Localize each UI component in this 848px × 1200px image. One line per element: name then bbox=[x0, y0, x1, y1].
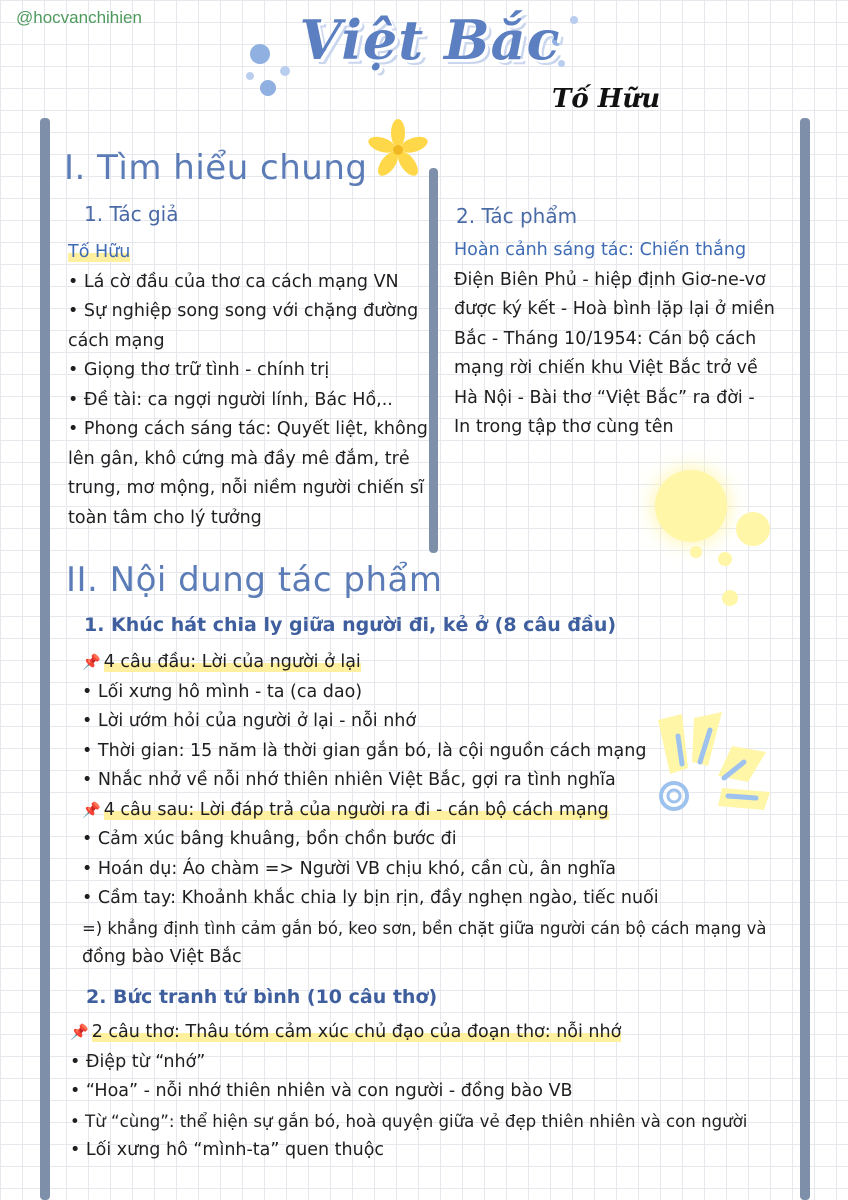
tac-gia-line: • Sự nghiệp song song với chặng đường bbox=[68, 301, 419, 321]
tac-pham-block bbox=[454, 236, 794, 443]
tac-gia-line: • Giọng thơ trữ tình - chính trị bbox=[68, 360, 330, 380]
tac-gia-line: • Phong cách sáng tác: Quyết liệt, không bbox=[68, 419, 428, 439]
section-1-heading: I. Tìm hiểu chung bbox=[64, 148, 368, 188]
part-1-subhead: 📌 4 câu đầu: Lời của người ở lại bbox=[82, 652, 361, 672]
part-2-line: • Lối xưng hô “mình-ta” quen thuộc bbox=[70, 1140, 385, 1160]
part-1-line: đồng bào Việt Bắc bbox=[82, 947, 242, 967]
section-2-heading: II. Nội dung tác phẩm bbox=[66, 560, 443, 600]
flower-icon bbox=[366, 118, 430, 182]
tac-pham-line: Điện Biên Phủ - hiệp định Giơ-ne-vơ bbox=[454, 269, 766, 290]
part-1-subhead: 📌 4 câu sau: Lời đáp trả của người ra đi - cán bộ cách mạng bbox=[82, 799, 609, 820]
part-2-block bbox=[70, 1018, 796, 1166]
tac-pham-line: Hoàn cảnh sáng tác: Chiến thắng bbox=[454, 240, 747, 260]
author-handle: @hocvanchihien bbox=[16, 8, 142, 27]
part-1-line: • Nhắc nhở về nỗi nhớ thiên nhiên Việt Bắc, gợi ra tình nghĩa bbox=[82, 770, 616, 790]
left-frame-bar bbox=[40, 118, 50, 1200]
tac-pham-line: Hà Nội - Bài thơ “Việt Bắc” ra đời - bbox=[454, 387, 755, 408]
part-1-line: • Lối xưng hô mình - ta (ca dao) bbox=[82, 681, 363, 702]
tac-gia-line: • Đề tài: ca ngợi người lính, Bác Hồ,.. bbox=[68, 389, 393, 410]
part-2-line: • Từ “cùng”: thể hiện sự gắn bó, hoà quyện giữa vẻ đẹp thiên nhiên và con người bbox=[70, 1111, 748, 1131]
tac-pham-line: In trong tập thơ cùng tên bbox=[454, 417, 674, 437]
tac-gia-name: Tố Hữu bbox=[68, 242, 131, 262]
part-2-heading: 2. Bức tranh tứ bình (10 câu thơ) bbox=[86, 986, 438, 1008]
poem-author: Tố Hữu bbox=[552, 84, 661, 114]
right-frame-bar bbox=[800, 118, 810, 1200]
part-1-line: • Thời gian: 15 năm là thời gian gắn bó, là cội nguồn cách mạng bbox=[82, 740, 647, 761]
part-1-line: • Cầm tay: Khoảnh khắc chia ly bịn rịn, đầy nghẹn ngào, tiếc nuối bbox=[82, 888, 659, 908]
pushpin-icon: 📌 bbox=[70, 1023, 89, 1041]
tac-pham-line: Bắc - Tháng 10/1954: Cán bộ cách bbox=[454, 328, 757, 349]
tac-pham-line: được ký kết - Hoà bình lặp lại ở miền bbox=[454, 299, 775, 319]
page-title: Việt Bắc bbox=[299, 8, 561, 72]
tac-gia-line: toàn tâm cho lý tưởng bbox=[68, 507, 262, 528]
pushpin-icon: 📌 bbox=[82, 653, 101, 671]
part-1-line: • Cảm xúc bâng khuâng, bồn chồn bước đi bbox=[82, 829, 457, 849]
tac-gia-line: lên gân, khô cứng mà đầy mê đắm, trẻ bbox=[68, 448, 410, 469]
center-divider-bar bbox=[429, 168, 438, 553]
tac-gia-block bbox=[68, 238, 428, 533]
tac-pham-heading: 2. Tác phẩm bbox=[456, 204, 578, 228]
tac-gia-heading: 1. Tác giả bbox=[84, 202, 179, 226]
part-1-line: • Hoán dụ: Áo chàm => Người VB chịu khó, cần cù, ân nghĩa bbox=[82, 858, 616, 879]
part-1-block bbox=[82, 648, 796, 973]
pushpin-icon: 📌 bbox=[82, 800, 101, 819]
part-2-line: • Điệp từ “nhớ” bbox=[70, 1051, 206, 1072]
tac-gia-line: cách mạng bbox=[68, 330, 165, 351]
part-1-line: • Lời ướm hỏi của người ở lại - nỗi nhớ bbox=[82, 711, 417, 731]
tac-pham-line: mạng rời chiến khu Việt Bắc trở về bbox=[454, 358, 758, 378]
part-2-line: • “Hoa” - nỗi nhớ thiên nhiên và con người - đồng bào VB bbox=[70, 1081, 573, 1101]
tac-gia-line: trung, mơ mộng, nỗi niềm người chiến sĩ bbox=[68, 478, 424, 498]
part-1-line: =) khẳng định tình cảm gắn bó, keo sơn, bền chặt giữa người cán bộ cách mạng và bbox=[82, 918, 767, 938]
tac-gia-line: • Lá cờ đầu của thơ ca cách mạng VN bbox=[68, 271, 399, 292]
part-2-subhead: 📌 2 câu thơ: Thâu tóm cảm xúc chủ đạo của đoạn thơ: nỗi nhớ bbox=[70, 1022, 622, 1042]
part-1-heading: 1. Khúc hát chia ly giữa người đi, kẻ ở (8 câu đầu) bbox=[84, 614, 617, 636]
